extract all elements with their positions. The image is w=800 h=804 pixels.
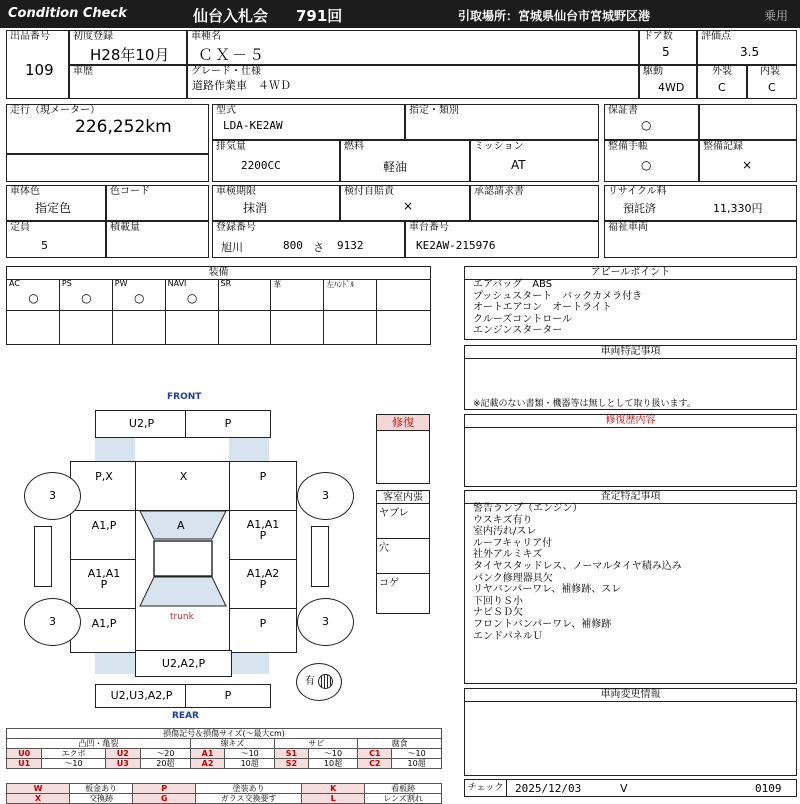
equipment-item-label: NAVI: [167, 279, 187, 288]
front-pillar-right: [229, 436, 269, 461]
legend-desc: 〜20: [141, 749, 191, 759]
notes-panel: [464, 345, 797, 410]
label: 色コード: [110, 186, 150, 197]
body-color: 指定色: [35, 201, 72, 215]
pickup-location: 引取場所：宮城県仙台市宮城野区港: [458, 9, 651, 23]
label: 指定・類別: [409, 105, 459, 116]
capacity-cell: [6, 221, 106, 258]
appeal-line: クルーズコントロール: [473, 313, 572, 325]
equipment-panel: [6, 266, 431, 345]
legend-code: K: [302, 784, 365, 794]
service-record: ×: [742, 158, 753, 172]
legend-title: 損傷記号＆損傷サイズ(〜最大cm): [6, 728, 442, 738]
label: 承認請求書: [474, 186, 524, 197]
legend-desc: 〜10: [225, 749, 275, 759]
capacity: 5: [41, 239, 48, 252]
legend-header: 腐食: [358, 739, 442, 749]
equipment-item-label: 左ﾊﾝﾄﾞﾙ: [326, 280, 355, 289]
rear-pillar-right: [229, 650, 269, 674]
appeal-title: アピールポイント: [465, 267, 796, 280]
equipment-item-label: 革: [273, 280, 282, 289]
warranty-extra-cell: [699, 104, 797, 140]
check-v: V: [620, 782, 628, 795]
warranty-cell: [604, 104, 699, 140]
plate-class: 800: [283, 239, 303, 252]
label: ミッション: [474, 141, 524, 152]
plate-number: 9132: [337, 239, 364, 252]
displacement-cell: [212, 140, 340, 182]
label: 走行（現メーター）: [10, 105, 100, 116]
legend-desc: レンズ割れ: [365, 794, 442, 804]
model-cell: [187, 30, 639, 65]
legend-desc: 塗装あり: [196, 784, 302, 794]
tire-front-right: 3: [297, 472, 354, 520]
spare-wheel-icon: [318, 674, 333, 689]
tire-rear-left: 3: [24, 598, 81, 646]
check-code: 0109: [755, 782, 782, 795]
legend-code: P: [133, 784, 196, 794]
legend-code: U2: [105, 749, 140, 759]
history-cell: [69, 65, 187, 99]
repair-label: 修復: [377, 415, 429, 431]
legend-desc: 看板跡: [365, 784, 442, 794]
appeal-list: [473, 279, 642, 337]
inspection-note-line: フロントバンパーワレ、補修跡: [473, 618, 612, 630]
legend-code: U3: [105, 759, 140, 769]
cabin-center: [135, 510, 230, 651]
door-front-left: A1,P: [70, 510, 138, 562]
inspection-note-line: エンドパネルＵ: [473, 630, 543, 642]
drive: 4WD: [658, 81, 685, 94]
equipment-item-label: AC: [9, 279, 20, 288]
legend-code: X: [7, 794, 70, 804]
welfare-cell: [604, 221, 797, 258]
equipment-item-label: PW: [114, 279, 128, 288]
grade: 道路作業車 ４ＷＤ: [192, 79, 291, 92]
equipment-item: [377, 279, 430, 344]
inspection-notes-list: [473, 503, 682, 642]
designation-cell: [405, 104, 599, 140]
appeal-line: プッシュスタート バックカメラ付き: [473, 290, 643, 302]
plate-region: 旭川: [221, 241, 243, 254]
legend-table-2: [6, 783, 442, 804]
equipment-item: [271, 279, 324, 344]
equipment-item-value: ○: [186, 291, 198, 305]
equipment-item-value: ○: [133, 291, 145, 305]
recycle-cell: [604, 185, 797, 221]
plate-cell: [212, 221, 405, 258]
equipment-item-top: [113, 279, 165, 311]
equipment-grid: [7, 279, 430, 344]
trunk-label: trunk: [170, 612, 194, 622]
cabin-item: コゲ: [379, 578, 399, 589]
mission-cell: [470, 140, 599, 182]
inspection-cell: [212, 185, 340, 221]
label: 検付自賠責: [344, 186, 394, 197]
type: LDA-KE2AW: [223, 119, 283, 132]
inspection-note-line: 警告ランプ（エンジン）: [473, 503, 583, 514]
doors: 5: [662, 45, 670, 59]
label: 車検期限: [216, 186, 256, 197]
inspection-note-line: 室内汚れ/スレ: [473, 526, 537, 538]
front-bumper-left: U2,P: [95, 410, 188, 438]
inspection-note-line: リヤバンパーワレ、補修跡、スレ: [473, 584, 622, 596]
color-cell: [6, 185, 106, 221]
label: 燃料: [344, 141, 364, 152]
exterior-cell: [697, 65, 747, 99]
legend-desc: 10超: [225, 759, 275, 769]
label: 車種名: [191, 31, 221, 42]
door-rear-right: A1,A2 P: [229, 559, 297, 619]
rear-bumper-left: U2,U3,A2,P: [95, 684, 188, 708]
cabin-title: 客室内張: [377, 491, 429, 504]
plate-kana: さ: [313, 241, 324, 254]
inspection-note-line: ルーフキャリア付: [473, 537, 553, 549]
mileage: 226,252km: [75, 117, 172, 137]
label: 駆動: [643, 66, 663, 77]
vehicle-category: 乗用: [764, 9, 789, 23]
spare-tire: [296, 663, 342, 701]
inspection-note-line: ウスキズ有り: [473, 514, 533, 526]
rear-panel: U2,A2,P: [135, 650, 232, 677]
legend-code: W: [7, 784, 70, 794]
cabin-item: ヤブレ: [377, 504, 429, 539]
auction-name: 仙台入札会: [193, 7, 269, 25]
label: 定員: [10, 222, 30, 233]
manual-cell: [604, 140, 699, 182]
spare-status: 有: [304, 676, 315, 687]
label: 出品番号: [10, 31, 50, 42]
quarter-right: P: [229, 608, 297, 653]
mirror-right: [311, 526, 329, 587]
equipment-item: [7, 279, 60, 344]
legend-code: L: [302, 794, 365, 804]
equipment-item-top: [7, 279, 59, 311]
displacement: 2200CC: [241, 159, 281, 172]
first-reg-cell: [69, 30, 187, 65]
service-record-cell: [699, 140, 797, 182]
cabin-glass-svg: [136, 511, 231, 652]
notes-footer: ※記載のない書類・機器等は無しとして取り扱います。: [473, 399, 696, 409]
inspection-note-line: 社外アルミキズ: [473, 549, 543, 561]
legend-code: U0: [7, 749, 42, 759]
manual: ○: [641, 158, 652, 172]
cabin-item: 穴: [377, 539, 429, 574]
equipment-item: [113, 279, 166, 344]
legend-desc: 交換跡: [70, 794, 133, 804]
changes-title: 車両変更情報: [465, 689, 796, 702]
check-label: チェック: [465, 780, 507, 796]
exterior-grade: C: [718, 81, 726, 94]
appeal-panel: [464, 266, 797, 340]
liability: ×: [403, 199, 414, 213]
legend-desc: 10超: [308, 759, 358, 769]
equipment-item-top: [324, 279, 376, 311]
roof-panel: [154, 541, 212, 576]
equipment-item-value: ○: [28, 291, 39, 305]
legend-header: 線キズ: [190, 739, 274, 749]
label: 車台番号: [409, 222, 449, 233]
header-bar: [0, 0, 800, 28]
score: 3.5: [740, 45, 760, 59]
equipment-item-top: [219, 279, 271, 311]
equipment-item: [324, 279, 377, 344]
doors-cell: [639, 30, 697, 65]
front-label: FRONT: [167, 392, 202, 402]
inspection-note-line: パンク修理器具欠: [473, 572, 553, 584]
mileage-extra-cell: [6, 154, 209, 182]
legend-desc: 20超: [141, 759, 191, 769]
legend-desc: 〜10: [392, 749, 442, 759]
legend-desc: 板金あり: [70, 784, 133, 794]
footer-bar: [464, 779, 797, 797]
recycle-status: 預託済: [623, 202, 656, 215]
label: 評価点: [701, 31, 731, 42]
legend-desc: 〜10: [308, 749, 358, 759]
label: 外装: [712, 66, 732, 77]
damage-diagram: [0, 388, 376, 722]
rear-bumper-right: P: [185, 684, 271, 708]
label: グレード・仕様: [191, 66, 261, 77]
label: リサイクル料: [608, 186, 667, 197]
quarter-left: A1,P: [70, 608, 138, 653]
rear-label: REAR: [172, 711, 199, 721]
equipment-item-top: [166, 279, 218, 311]
equipment-item: [219, 279, 272, 344]
notes-title: 車両特記事項: [465, 346, 796, 359]
tire-rear-right: 3: [297, 598, 354, 646]
equipment-item-top: [271, 279, 323, 311]
label: 整備手帳: [608, 141, 648, 152]
front-bumper-right: P: [185, 410, 271, 438]
inspection-note-line: タイヤスタッドレス、ノーマルタイヤ積み込み: [473, 560, 682, 572]
legend-header: サビ: [275, 739, 358, 749]
inspection-expiry: 抹消: [243, 201, 268, 215]
load-cell: [106, 221, 209, 258]
equipment-item-value: ○: [81, 291, 92, 305]
fender-front-right: P: [229, 461, 297, 513]
legend-code: A2: [190, 759, 225, 769]
inspection-notes-panel: [464, 490, 797, 684]
legend-table: [6, 738, 442, 769]
equipment-item: [60, 279, 113, 344]
legend-desc: 〜10: [42, 759, 105, 769]
legend-code: S2: [275, 759, 309, 769]
chassis-cell: [405, 221, 599, 258]
repair-history-title: 修復歴内容: [465, 415, 796, 428]
door-rear-left: A1,A1 P: [70, 559, 138, 619]
label: 初度登録: [73, 31, 113, 42]
listing-no: 109: [25, 61, 54, 79]
repair-box: [376, 414, 430, 484]
label: 整備記録: [703, 141, 743, 152]
legend: [6, 728, 442, 804]
drive-cell: [639, 65, 697, 99]
chassis-number: KE2AW-215976: [416, 239, 496, 252]
appeal-line: エアバッグ ABS: [473, 279, 553, 290]
label: 型式: [216, 105, 236, 116]
label: 内装: [760, 66, 780, 77]
grade-cell: [187, 65, 639, 99]
equipment-title: 装備: [7, 267, 430, 280]
hood: X: [135, 461, 232, 513]
interior-grade: C: [768, 81, 776, 94]
approval-cell: [470, 185, 599, 221]
rear-pillar-left: [95, 650, 135, 674]
legend-code: U1: [7, 759, 42, 769]
color-code-cell: [106, 185, 209, 221]
cabin-panel: [376, 490, 430, 614]
label: 排気量: [216, 141, 246, 152]
front-pillar-left: [95, 436, 135, 461]
interior-cell: [747, 65, 797, 99]
inspection-note-line: 下回りＳ小: [473, 595, 523, 607]
windshield-damage: A: [177, 519, 185, 532]
legend-desc: ガラス交換要す: [196, 794, 302, 804]
legend-desc: エクボ: [42, 749, 105, 759]
recycle-fee: 11,330円: [713, 202, 763, 215]
label: 福祉車両: [608, 222, 648, 233]
label: ドア数: [643, 31, 673, 42]
score-cell: [697, 30, 797, 65]
inspection-note-line: ナビＳＤ欠: [473, 607, 523, 619]
legend-code: S1: [275, 749, 309, 759]
listing-no-cell: [6, 30, 69, 99]
mission: AT: [511, 158, 526, 172]
legend-code: G: [133, 794, 196, 804]
appeal-line: オートエアコン オートライト: [473, 302, 612, 313]
check-date: 2025/12/03: [515, 782, 582, 795]
legend-code: C2: [358, 759, 392, 769]
mileage-cell: [6, 104, 209, 154]
appeal-line: エンジンスターター: [473, 325, 563, 336]
repair-history-panel: [464, 414, 797, 487]
equipment-item: [166, 279, 219, 344]
tire-front-left: 3: [24, 472, 81, 520]
legend-code: A1: [190, 749, 225, 759]
model-name: ＣＸ－５: [198, 46, 267, 64]
legend-header: 凸凹・亀裂: [7, 739, 191, 749]
mirror-left: [34, 526, 52, 587]
equipment-item-top: [60, 279, 112, 311]
first-reg: H28年10月: [90, 46, 170, 64]
legend-desc: 10超: [392, 759, 442, 769]
label: 車体色: [10, 186, 40, 197]
header-title: Condition Check: [8, 6, 127, 21]
type-cell: [212, 104, 405, 140]
rear-glass: [140, 577, 226, 606]
door-front-right: A1,A1 P: [229, 510, 297, 570]
legend-code: C1: [358, 749, 392, 759]
equipment-item-label: PS: [61, 279, 72, 288]
equipment-item-top: [377, 279, 430, 311]
liability-cell: [340, 185, 470, 221]
label: 積載量: [110, 222, 140, 233]
fuel-cell: [340, 140, 470, 182]
warranty: ○: [641, 118, 652, 132]
label: 保証書: [608, 105, 638, 116]
inspection-notes-title: 査定特記事項: [465, 491, 796, 504]
cabin-list: [377, 504, 429, 609]
equipment-item-label: SR: [220, 279, 232, 288]
auction-lot: 791回: [296, 7, 343, 25]
label: 登録番号: [216, 222, 256, 233]
fender-front-left: P,X: [70, 461, 138, 513]
fuel: 軽油: [383, 160, 408, 174]
label: 車歴: [73, 66, 93, 77]
changes-panel: [464, 688, 797, 776]
